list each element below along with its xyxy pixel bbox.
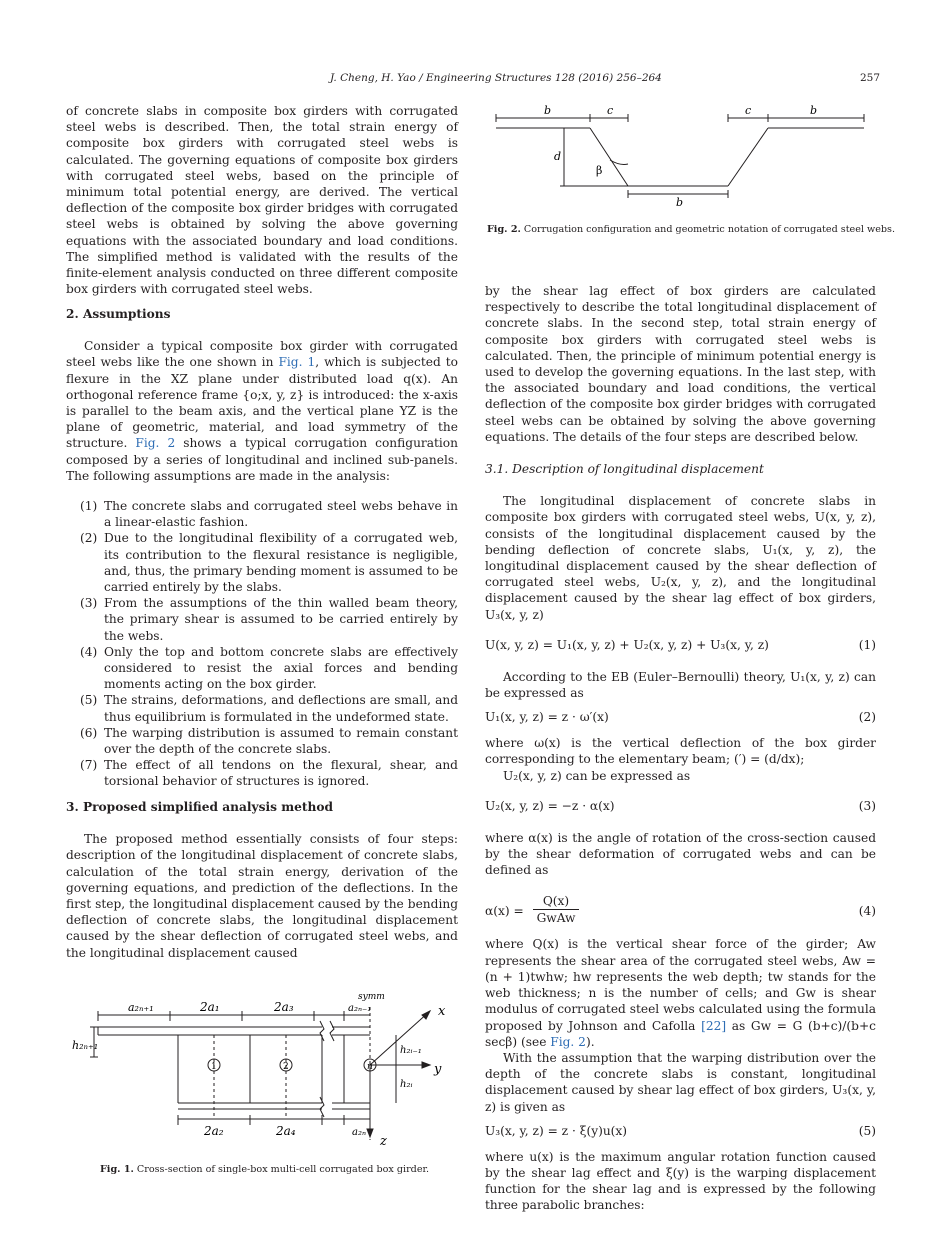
figure-2 [490, 100, 870, 212]
continued-paragraph: by the shear lag effect of box girders are calculated respectively to describe the total longitudinal displacement of concrete slabs. In the second step, total strain energy of composite box girders with corrugated steel webs is calculated. Then, the principle of minimum potential energy is used to develop the governing equations. In the last step, with the associated boundary and load conditions, the vertical deflection of the composite box girder bridges with corrugated steel webs can be obtained by solving the above governing equations. The details of the four steps are described below. [485, 284, 876, 444]
figure-1 [70, 985, 460, 1150]
text-run: , which is subjected to flexure in the XZ plane under distributed load q(x). An orthogonal reference frame {o;x, y, z} is introduced: the x-axis is parallel to the beam axis, and the vertical plane YZ is the plane of geometric, material, and load symmetry of the structure. [66, 355, 459, 451]
equation-denominator: GwAw [536, 911, 576, 926]
dim-d: d [554, 150, 562, 163]
assumption-item [66, 498, 458, 530]
item-text: Only the top and bottom concrete slabs are effectively considered to resist the axial forces and bending moments acting on the box girder. [104, 644, 458, 692]
y-axis-label: y [434, 1062, 442, 1077]
item-number: (6) [80, 725, 98, 740]
equation-4 [485, 894, 876, 928]
left-column [66, 103, 458, 297]
text-run: where Q(x) is the vertical shear force of the girder; Aw represents the shear area of the corrugated steel webs, Aw = (n + 1)twhw; hw represents the web depth; tw stands for the web thickness; n is the number of cells; and Gw is shear modulus of corrugated steel webs calculated using the formula proposed by Johnson and Cafolla [485, 937, 876, 1033]
equation-number: (4) [858, 904, 876, 919]
dim-a2n: a₂ₙ [352, 1127, 367, 1138]
intro-paragraph: of concrete slabs in composite box girders with corrugated steel webs is described. Then, the total strain energy of composite box girders with corrugated steel webs is calculated. The governing equations of composite box girders with corrugated steel webs, based on the principle of minimum total potential energy, are derived. The vertical deflection of the composite box girder bridges with corrugated steel webs is obtained by solving the above governing equations with the associated boundary and load conditions. The simplified method is validated with the results of the finite-element analysis conducted on three different composite box girders with corrugated steel webs. [66, 104, 458, 297]
item-number: (3) [80, 596, 98, 611]
cell-n-label: n [367, 1062, 373, 1072]
dim-2a1: 2a₁ [200, 1000, 220, 1014]
equation-body: U₃(x, y, z) = z · ξ(y)u(x) [485, 1123, 628, 1138]
item-number: (1) [80, 499, 98, 514]
section-3-title: 3. Proposed simplified analysis method [66, 800, 334, 814]
angle-beta: β [596, 164, 603, 177]
item-text: Due to the longitudinal flexibility of a corrugated web, its contribution to the flexural resistance is negligible, and, thus, the primary bending moment is assumed to be carried entirely by the slabs. [104, 531, 458, 595]
dim-b-right: b [810, 104, 818, 117]
longitudinal-paragraph: The longitudinal displacement of concrete slabs in composite box girders with corrugated steel webs, U(x, y, z), consists of the longitudinal displacement caused by the bending deflection of concrete slabs, U₁(x, y, z), the longitudinal displacement caused by the shear deflection of corrugated steel webs, U₂(x, y, z), and the longitudinal displacement caused by the shear lag effect of box girders, U₃(x, y, z) [485, 494, 876, 622]
omega-paragraph: where ω(x) is the vertical deflection of the box girder corresponding to the elementary beam; (′) = (d/dx); [485, 736, 876, 767]
fig2-caption [487, 224, 895, 236]
equation-lhs: α(x) = [485, 904, 524, 919]
assumption-item [66, 725, 458, 757]
fig1-caption [100, 1164, 429, 1176]
item-text: The concrete slabs and corrugated steel webs behave in a linear-elastic fashion. [104, 499, 458, 530]
subsection-3-1-title: 3.1. Description of longitudinal displacement [485, 462, 764, 477]
equation-2 [485, 709, 876, 727]
cell-1-label: 1 [211, 1062, 217, 1072]
item-text: The warping distribution is assumed to remain constant over the depth of the concrete slabs. [104, 725, 458, 757]
text-run: as Gw = G (b+c)/(b+c secβ) (see [485, 1018, 876, 1049]
dim-a2n1: a₂ₙ₊₁ [128, 1001, 154, 1014]
equation-5 [485, 1123, 876, 1141]
assumption-item [66, 530, 458, 595]
equation-3 [485, 798, 876, 816]
symm-label: symm [358, 992, 385, 1002]
caption-label: Fig. 1. [100, 1164, 134, 1175]
equation-1 [485, 637, 876, 655]
item-number: (4) [80, 644, 98, 659]
equation-body: U₁(x, y, z) = z · ω′(x) [485, 710, 609, 725]
dim-2a3: 2a₃ [274, 1000, 294, 1014]
equation-body: U₂(x, y, z) = −z · α(x) [485, 798, 615, 813]
warping-paragraph: With the assumption that the warping distribution over the depth of the concrete slabs is constant, longitudinal displacement caused by shear lag effect of box girders, U₃(x, y, z) is given as [485, 1050, 876, 1114]
assumptions-list [66, 498, 458, 790]
dim-b-left: b [544, 104, 552, 117]
running-header: J. Cheng, H. Yao / Engineering Structures 128 (2016) 256–264 [330, 72, 662, 84]
assumption-item [66, 757, 458, 789]
item-text: From the assumptions of the thin walled beam theory, the primary shear is assumed to be carried entirely by the webs. [104, 596, 458, 643]
section-2-title: 2. Assumptions [66, 307, 171, 321]
assumption-item [66, 595, 458, 644]
ref-22-link[interactable]: [22] [701, 1018, 727, 1033]
fig1-link[interactable]: Fig. 1 [278, 355, 316, 370]
section-3-paragraph: The proposed method essentially consists of four steps: description of the longitudinal displacement of concrete slabs, calculation of the total strain energy, derivation of the governing equations, and prediction of the deflections. In the first step, the longitudinal displacement caused by the bending deflection of concrete slabs, the longitudinal displacement caused by the shear deflection of corrugated steel webs, and the longitudinal displacement caused [66, 832, 458, 960]
section-3 [66, 799, 458, 961]
dim-h2i1: h₂ᵢ₋₁ [400, 1045, 422, 1056]
dim-2a2: 2a₂ [204, 1124, 224, 1138]
equation-number: (5) [858, 1123, 876, 1138]
item-text: The strains, deformations, and deflections are small, and thus equilibrium is formulated in the undeformed state. [104, 693, 458, 724]
equation-numerator: Q(x) [533, 894, 579, 910]
caption-text: Corrugation configuration and geometric notation of corrugated steel webs. [523, 224, 896, 235]
dim-c-left: c [607, 104, 614, 117]
fig2-link[interactable]: Fig. 2 [135, 436, 176, 451]
right-column [485, 283, 876, 1214]
item-number: (7) [80, 758, 98, 773]
u2-paragraph: U₂(x, y, z) can be expressed as [503, 768, 691, 783]
caption-label: Fig. 2. [487, 224, 521, 235]
fig2-link[interactable]: Fig. 2 [550, 1034, 586, 1049]
xi-paragraph: where u(x) is the maximum angular rotation function caused by the shear lag effect and ξ(y) is the warping displacement function for the shear lag and is expressed by the following three parabolic branches: [485, 1149, 876, 1213]
item-number: (5) [80, 693, 98, 708]
item-text: The effect of all tendons on the flexural, shear, and torsional behavior of structures is ignored. [104, 758, 458, 789]
section-2 [66, 306, 458, 790]
dim-c-right: c [745, 104, 752, 117]
x-axis-label: x [438, 1004, 446, 1019]
equation-number: (1) [858, 637, 876, 652]
item-number: (2) [80, 531, 98, 546]
assumption-item [66, 692, 458, 724]
text-run: ). [585, 1034, 595, 1049]
dim-b-bottom: b [676, 196, 684, 209]
dim-a2n-1: a₂ₙ₋₁ [348, 1003, 372, 1014]
dim-h2i: h₂ᵢ [400, 1079, 413, 1090]
alpha-paragraph: where α(x) is the angle of rotation of the cross-section caused by the shear deformation of corrugated webs and can be defined as [485, 830, 876, 878]
cell-2-label: 2 [283, 1062, 289, 1072]
dim-2a4: 2a₄ [276, 1124, 296, 1138]
eb-paragraph: According to the EB (Euler–Bernoulli) theory, U₁(x, y, z) can be expressed as [485, 669, 876, 701]
z-axis-label: z [380, 1134, 387, 1149]
text-run: Consider a typical composite box girder with corrugated steel webs like the one shown in [66, 339, 458, 370]
equation-number: (3) [858, 798, 876, 813]
shear-paragraph [485, 936, 876, 1049]
dim-h2n1: h₂ₙ₊₁ [72, 1039, 99, 1052]
caption-text: Cross-section of single-box multi-cell corrugated box girder. [136, 1164, 430, 1175]
equation-number: (2) [858, 710, 876, 725]
text-run: shows a typical corrugation configuration composed by a series of longitudinal and inclined sub-panels. The following assumptions are made in the analysis: [66, 436, 458, 483]
section-2-paragraph [66, 338, 458, 484]
page-number: 257 [860, 72, 881, 84]
assumption-item [66, 644, 458, 693]
equation-body: U(x, y, z) = U₁(x, y, z) + U₂(x, y, z) + U₃(x, y, z) [485, 637, 769, 652]
